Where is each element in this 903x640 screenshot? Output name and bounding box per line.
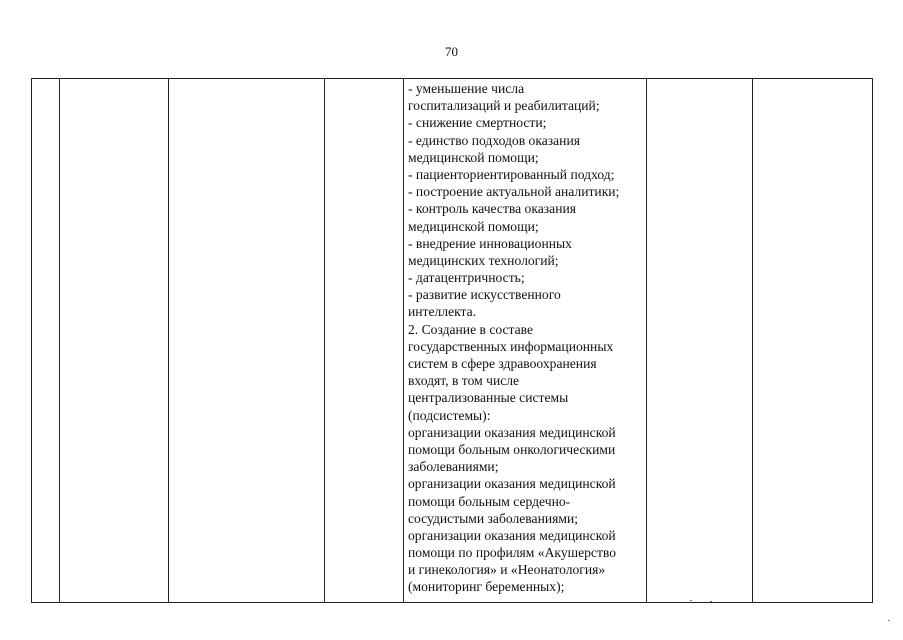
column-divider (752, 79, 753, 602)
scan-speck (888, 620, 890, 621)
cell-text-line: помощи больным сердечно- (408, 493, 571, 509)
cell-text-line: 2. Создание в составе (408, 321, 534, 337)
cell-text-line: - снижение смертности; (408, 115, 547, 131)
cell-text-line: медицинских технологий; (408, 252, 559, 268)
cell-text-line: - пациенториентированный подход; (408, 166, 615, 182)
column-divider (168, 79, 169, 602)
cell-text-line: входят, в том числе (408, 373, 520, 389)
cell-text-line: и гинекология» и «Неонатология» (408, 562, 606, 578)
cell-text-line: сосудистыми заболеваниями; (408, 510, 579, 526)
column-divider (324, 79, 325, 602)
cell-text-line: помощи больным онкологическими (408, 441, 616, 457)
cell-text-line: - внедрение инновационных (408, 235, 572, 251)
scan-speck (710, 601, 712, 602)
cell-text-line: медицинской помощи; (408, 218, 539, 234)
cell-text-line: организации оказания медицинской (408, 527, 616, 543)
cell-text-line: (подсистемы): (408, 407, 491, 423)
cell-text-line: интеллекта. (408, 304, 477, 320)
cell-text-line: организации оказания медицинской (408, 476, 616, 492)
cell-text-line: - единство подходов оказания (408, 132, 580, 148)
cell-text-line: - развитие искусственного (408, 287, 561, 303)
cell-text-line: - датацентричность; (408, 270, 525, 286)
page-number: 70 (445, 44, 458, 59)
cell-text-line: помощи по профилям «Акушерство (408, 545, 617, 561)
cell-text-line: централизованные системы (408, 390, 569, 406)
cell-text-line: заболеваниями; (408, 459, 499, 475)
cell-text-line: - контроль качества оказания (408, 201, 576, 217)
cell-text-line: - построение актуальной аналитики; (408, 184, 620, 200)
cell-text-line: организации оказания медицинской (408, 424, 616, 440)
cell-text-line: медицинской помощи; (408, 149, 539, 165)
scan-speck (690, 600, 692, 601)
table-cell-text (408, 80, 648, 596)
cell-text-line: государственных информационных (408, 338, 614, 354)
cell-text-line: - уменьшение числа (408, 81, 525, 96)
cell-text-line: госпитализаций и реабилитаций; (408, 98, 600, 114)
cell-text-line: систем в сфере здравоохранения (408, 356, 597, 371)
column-divider (59, 79, 60, 602)
cell-text-line: (мониторинг беременных); (408, 579, 565, 595)
column-divider (403, 79, 404, 602)
